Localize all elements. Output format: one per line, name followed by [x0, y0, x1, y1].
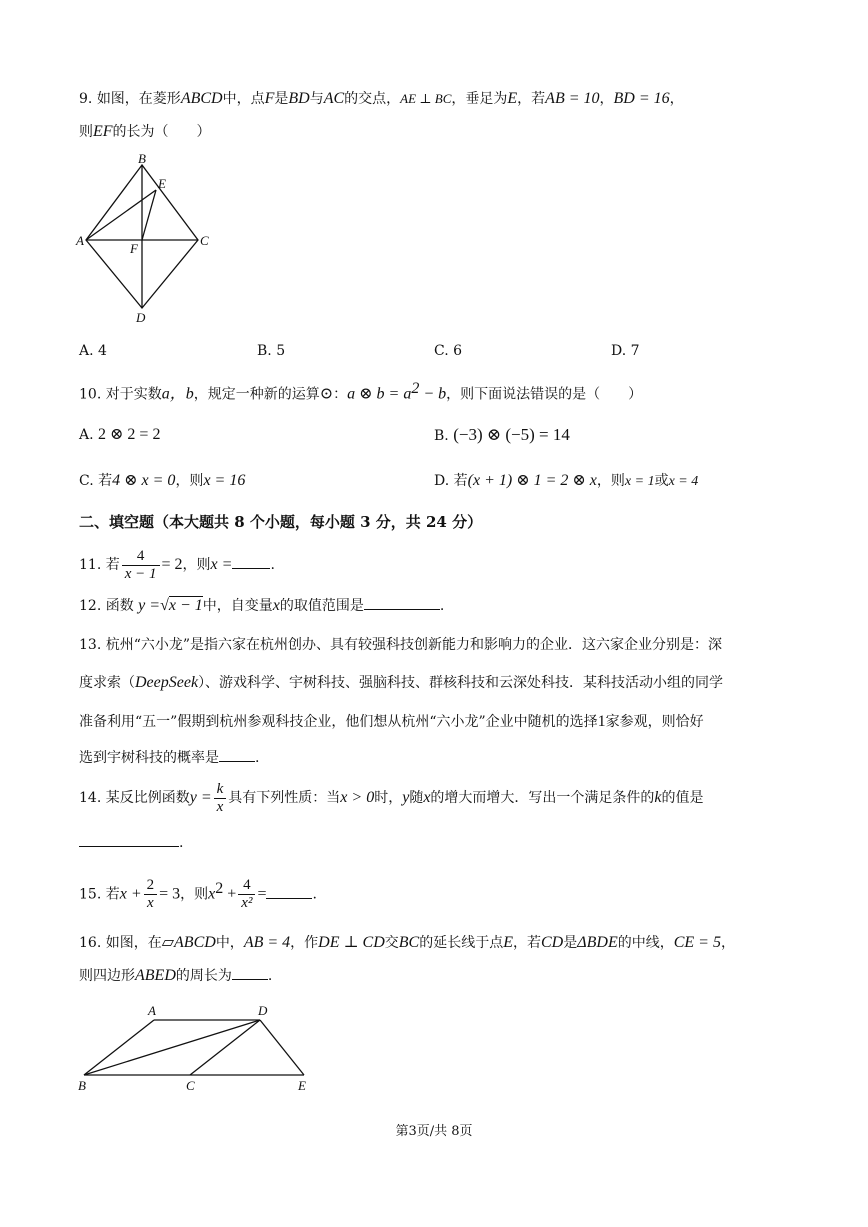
page-footer: 第3页/共 8页	[395, 1124, 473, 1139]
odot-symbol-icon: ⊙	[319, 385, 334, 403]
q9-label-d: D	[136, 310, 146, 325]
q11-answer-blank[interactable]	[232, 554, 270, 569]
q16-line2: 则四边形ABED的周长为 .	[79, 967, 273, 984]
q16-label-e: E	[298, 1078, 306, 1093]
q10-option-b[interactable]: B. (−3) ⊗ (−5) = 14	[434, 425, 570, 444]
q16-label-b: B	[78, 1078, 86, 1093]
q9-label-e: E	[158, 176, 166, 191]
q9-option-c[interactable]: C. 6	[434, 343, 463, 359]
q9-option-a[interactable]: A. 4	[79, 343, 107, 359]
q9-label-c: C	[200, 233, 209, 248]
q9-option-b[interactable]: B. 5	[257, 343, 286, 359]
q16-line1: 16. 如图，在▱ABCD中，AB = 4，作DE ⊥ CD交BC的延长线于点E，若CD是ΔBDE的中线，CE = 5，	[79, 934, 735, 951]
q12-line: 12. 函数 y =√x − 1中，自变量x的取值范围是 .	[79, 597, 445, 614]
q15-fraction-1: $\frac{2}{x}$	[144, 877, 158, 912]
q16-label-c: C	[186, 1078, 195, 1093]
q16-label-d: D	[258, 1003, 268, 1018]
q14-line1: 14. 某反比例函数y = $\frac{k}{x}$ 具有下列性质：当x > 0时，y随x的增大而增大．写出一个满足条件的k的值是	[79, 780, 704, 815]
q14-line2: .	[79, 832, 808, 854]
q10-line1: 10. 对于实数a，b，规定一种新的运算⊙：a ⊗ $b = a^2 - b$，则下面说法错误的是（ ）	[79, 380, 643, 403]
q14-fraction: $\frac{k}{x}$	[214, 781, 227, 816]
q16-label-a: A	[148, 1003, 156, 1018]
q10-option-c[interactable]: C. 若4 ⊗ x = 0，则x = 16	[79, 472, 246, 489]
q15-answer-blank[interactable]	[266, 884, 312, 899]
q14-number: 14.	[79, 790, 102, 806]
q10-option-a[interactable]: A. 2 ⊗ 2 = 2	[79, 426, 161, 443]
q15-line: 15. 若x + $\frac{2}{x}$ = 3，则$x^2$ + $\frac{4}{\text{x²}}$ = .	[79, 877, 317, 912]
q9-option-d[interactable]: D. 7	[611, 343, 640, 359]
q9-label-a: A	[76, 233, 84, 248]
q13-line2: 度求索（DeepSeek）、游戏科学、宇树科技、强脑科技、群核科技和云深处科技．某科技活动小组的同学	[79, 674, 724, 691]
q10-number: 10.	[79, 386, 102, 403]
parallelogram-icon: ▱	[161, 934, 175, 951]
sqrt-icon: √	[160, 597, 169, 614]
section2-heading: 二、填空题（本大题共 8 个小题，每小题 3 分，共 24 分）	[79, 513, 483, 531]
q12-number: 12.	[79, 598, 102, 614]
q16-answer-blank[interactable]	[232, 965, 268, 980]
q9-line1: 9. 如图，在菱形ABCD中，点F是BD与AC的交点，AE ⊥ BC，垂足为E，若AB = 10，BD = 16，	[79, 90, 684, 107]
q15-fraction-2: $\frac{4}{\text{x²}}$	[238, 877, 255, 912]
q9-label-b: B	[138, 152, 146, 166]
q9-label-f: F	[130, 241, 138, 256]
q9-line2: 则EF的长为（ ）	[79, 123, 211, 140]
q11-line: 11. 若 $\frac{4}{x - 1}$ = 2，则x = .	[79, 547, 275, 582]
q12-answer-blank[interactable]	[364, 595, 440, 610]
q13-number: 13.	[79, 637, 102, 653]
q16-number: 16.	[79, 935, 102, 951]
q10-option-d[interactable]: D. 若(x + 1) ⊗ 1 = 2 ⊗ x，则x = 1或x = 4	[434, 472, 699, 489]
q13-line3: 准备利用“五一”假期到杭州参观科技企业，他们想从杭州“六小龙”企业中随机的选择1家参观，则恰好	[79, 713, 704, 730]
q13-line4: 选到宇树科技的概率是 .	[79, 747, 808, 769]
q9-rhombus-figure	[72, 152, 222, 327]
q14-answer-blank[interactable]	[79, 832, 179, 847]
q9-number: 9.	[79, 91, 93, 107]
q15-number: 15.	[79, 886, 102, 903]
q11-number: 11.	[79, 557, 102, 573]
q16-parallelogram-figure	[72, 1000, 322, 1100]
q13-answer-blank[interactable]	[219, 747, 255, 762]
q11-fraction: $\frac{4}{x - 1}$	[122, 548, 160, 583]
q13-line1: 13. 杭州“六小龙”是指六家在杭州创办、具有较强科技创新能力和影响力的企业．这六家企业分别是：深	[79, 637, 723, 653]
